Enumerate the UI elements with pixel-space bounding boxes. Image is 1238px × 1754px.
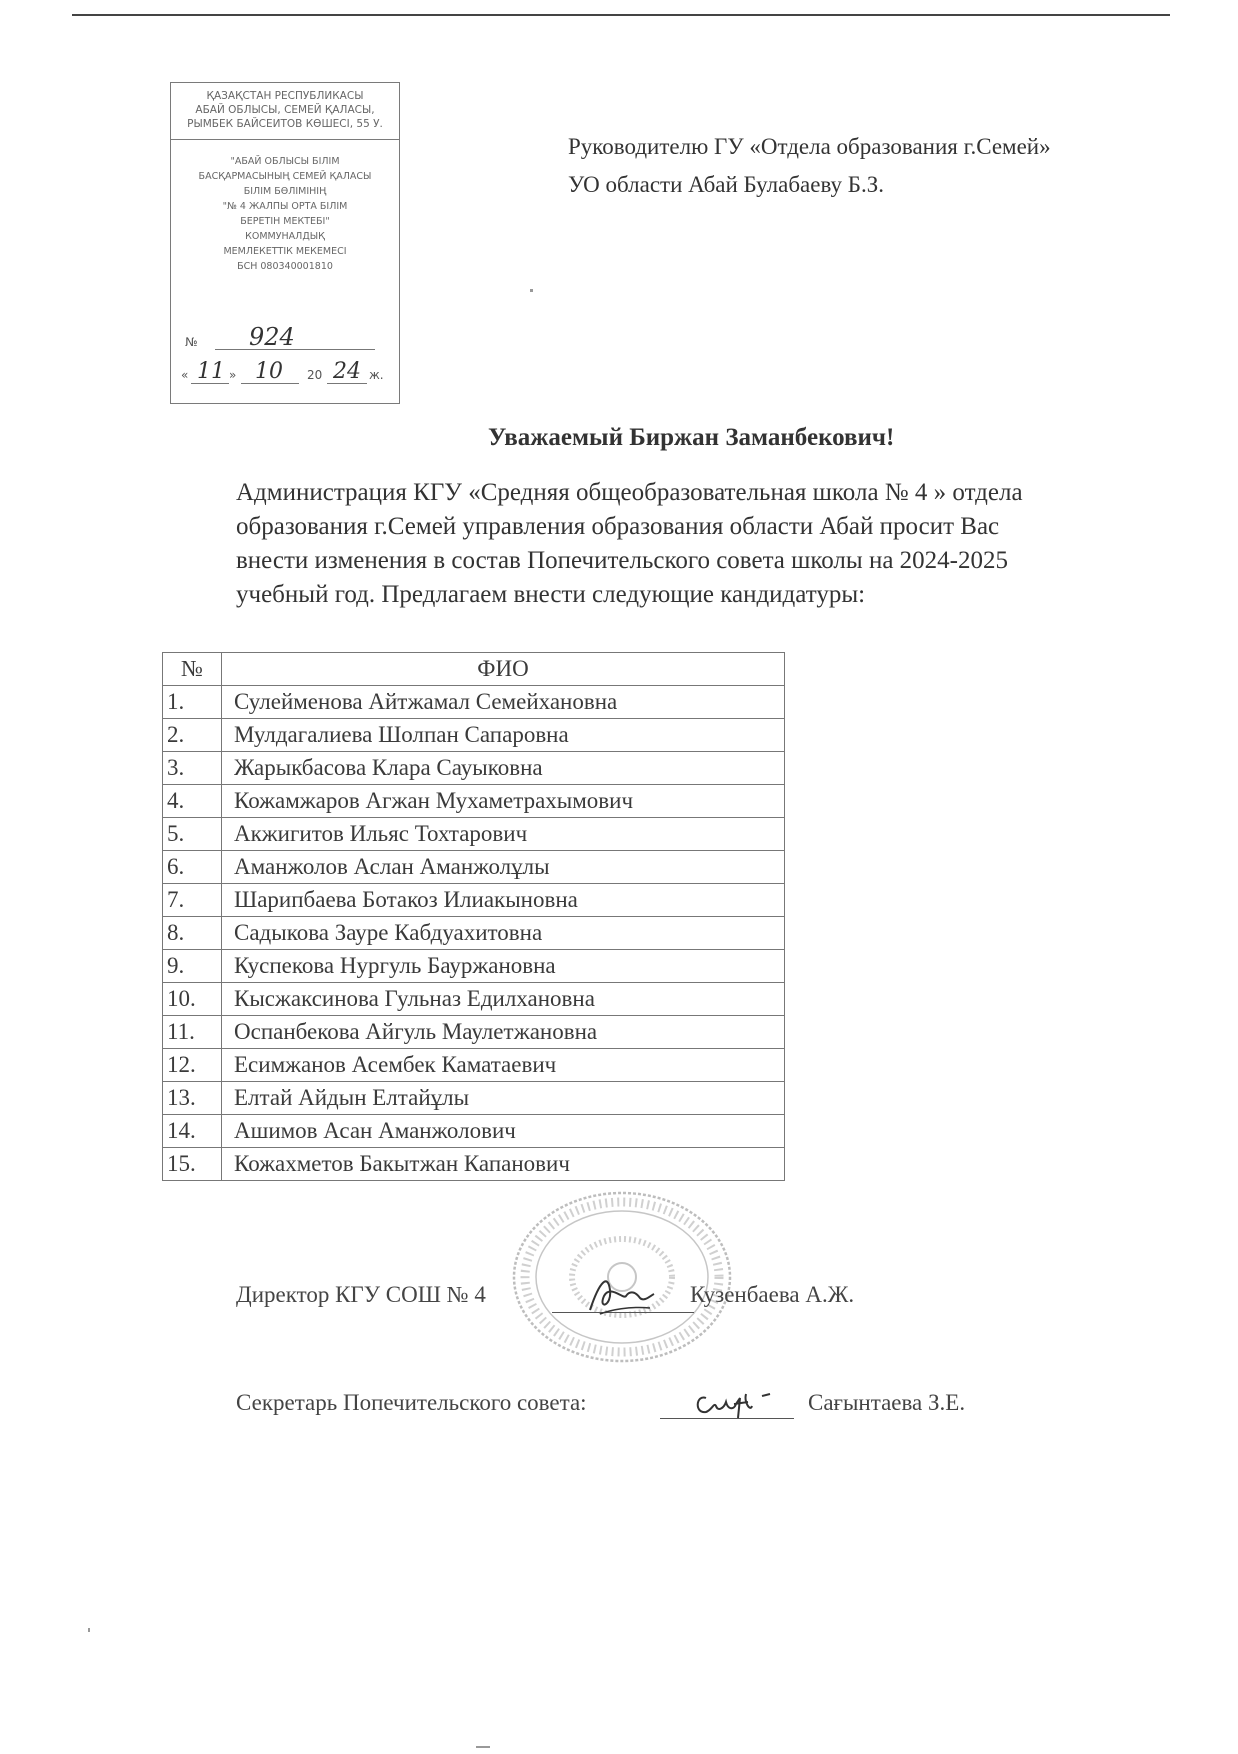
intro-paragraph (236, 476, 1023, 612)
intro-line: образования г.Семей управления образования области Абай просит Вас (236, 513, 1000, 540)
row-fio: Оспанбекова Айгуль Маулетжановна (222, 1016, 785, 1049)
table-row (163, 785, 785, 818)
stamp-date-year: 24 (333, 359, 361, 384)
table-row (163, 884, 785, 917)
row-fio: Кысжаксинова Гульназ Едилхановна (222, 983, 785, 1016)
addressee-line: УО области Абай Булабаеву Б.З. (568, 172, 885, 197)
row-number: 15. (163, 1148, 222, 1181)
row-number: 6. (163, 851, 222, 884)
addressee-block (568, 128, 1051, 204)
table-row (163, 1049, 785, 1082)
stamp-body-line: КОММУНАЛДЫҚ (245, 231, 325, 242)
table-row (163, 851, 785, 884)
stamp-date-close: » (229, 368, 237, 382)
secretary-label: Секретарь Попечительского совета: (236, 1390, 587, 1415)
row-fio: Кожамжаров Агжан Мухаметрахымович (222, 785, 785, 818)
secretary-signature (690, 1384, 780, 1424)
candidates-table (162, 652, 785, 1181)
row-number: 12. (163, 1049, 222, 1082)
director-label: Директор КГУ СОШ № 4 (236, 1282, 486, 1307)
row-fio: Шарипбаева Ботакоз Илиакыновна (222, 884, 785, 917)
column-header-number: № (163, 653, 222, 686)
stamp-body-line: БІЛІМ БӨЛІМІНІҢ (243, 186, 327, 197)
director-signature (580, 1270, 660, 1316)
row-fio: Кожахметов Бакытжан Капанович (222, 1148, 785, 1181)
stamp-number-label: № (185, 335, 198, 349)
stamp-number-line (215, 349, 375, 350)
scan-speck (530, 289, 533, 292)
row-fio: Куспекова Нургуль Бауржановна (222, 950, 785, 983)
stamp-body-line: БАСҚАРМАСЫНЫҢ СЕМЕЙ ҚАЛАСЫ (198, 171, 372, 182)
stamp-body (171, 140, 399, 274)
row-number: 8. (163, 917, 222, 950)
row-number: 5. (163, 818, 222, 851)
row-fio: Аманжолов Аслан Аманжолұлы (222, 851, 785, 884)
row-number: 2. (163, 719, 222, 752)
addressee-line: Руководителю ГУ «Отдела образования г.Семей» (568, 134, 1051, 159)
row-fio: Елтай Айдын Елтайұлы (222, 1082, 785, 1115)
row-number: 11. (163, 1016, 222, 1049)
row-number: 9. (163, 950, 222, 983)
table-row (163, 1082, 785, 1115)
intro-line: Администрация КГУ «Средняя общеобразовательная школа № 4 » отдела (236, 479, 1023, 506)
stamp-body-line: БСН 080340001810 (237, 261, 333, 272)
table-body (163, 686, 785, 1181)
row-fio: Жарыкбасова Клара Сауыковна (222, 752, 785, 785)
registration-stamp (170, 82, 400, 404)
row-number: 13. (163, 1082, 222, 1115)
stamp-header (171, 83, 399, 140)
stamp-header-line: РЫМБЕК БАЙСЕИТОВ КӨШЕСІ, 55 У. (187, 118, 383, 130)
table-header-row (163, 653, 785, 686)
page-top-rule (72, 14, 1170, 16)
scan-speck (88, 1628, 90, 1632)
stamp-number-value: 924 (249, 323, 295, 351)
table-row (163, 1148, 785, 1181)
director-name: Кузенбаева А.Ж. (690, 1282, 855, 1307)
row-fio: Сулейменова Айтжамал Семейхановна (222, 686, 785, 719)
table-row (163, 917, 785, 950)
stamp-date-year-prefix: 20 (307, 368, 323, 382)
stamp-date-month: 10 (255, 359, 283, 384)
stamp-date-open: « (181, 368, 189, 382)
row-number: 14. (163, 1115, 222, 1148)
table-row (163, 752, 785, 785)
stamp-body-line: МЕМЛЕКЕТТІК МЕКЕМЕСІ (223, 246, 347, 257)
row-fio: Есимжанов Асембек Каматаевич (222, 1049, 785, 1082)
stamp-date-suffix: ж. (369, 368, 384, 382)
intro-line: внести изменения в состав Попечительского совета школы на 2024-2025 (236, 547, 1009, 574)
table-row (163, 818, 785, 851)
row-number: 1. (163, 686, 222, 719)
stamp-body-line: БЕРЕТІН МЕКТЕБІ" (240, 216, 330, 227)
table-row (163, 1016, 785, 1049)
stamp-body-line: "№ 4 ЖАЛПЫ ОРТА БІЛІМ (222, 201, 348, 212)
row-number: 4. (163, 785, 222, 818)
table-row (163, 950, 785, 983)
row-fio: Садыкова Зауре Кабдуахитовна (222, 917, 785, 950)
stamp-date-day: 11 (197, 359, 225, 384)
row-number: 10. (163, 983, 222, 1016)
stamp-header-line: АБАЙ ОБЛЫСЫ, СЕМЕЙ ҚАЛАСЫ, (195, 104, 375, 116)
scan-speck (476, 1746, 490, 1748)
table-row (163, 983, 785, 1016)
row-fio: Акжигитов Ильяс Тохтарович (222, 818, 785, 851)
secretary-name: Сағынтаева З.Е. (808, 1390, 966, 1415)
salutation: Уважаемый Биржан Заманбекович! (488, 424, 895, 451)
table-row (163, 1115, 785, 1148)
row-number: 7. (163, 884, 222, 917)
table-row (163, 686, 785, 719)
column-header-fio: ФИО (222, 653, 785, 686)
table-row (163, 719, 785, 752)
row-fio: Мулдагалиева Шолпан Сапаровна (222, 719, 785, 752)
row-fio: Ашимов Асан Аманжолович (222, 1115, 785, 1148)
stamp-header-line: ҚАЗАҚСТАН РЕСПУБЛИКАСЫ (206, 90, 364, 102)
stamp-body-line: "АБАЙ ОБЛЫСЫ БІЛІМ (230, 156, 340, 167)
intro-line: учебный год. Предлагаем внести следующие кандидатуры: (236, 581, 866, 608)
row-number: 3. (163, 752, 222, 785)
